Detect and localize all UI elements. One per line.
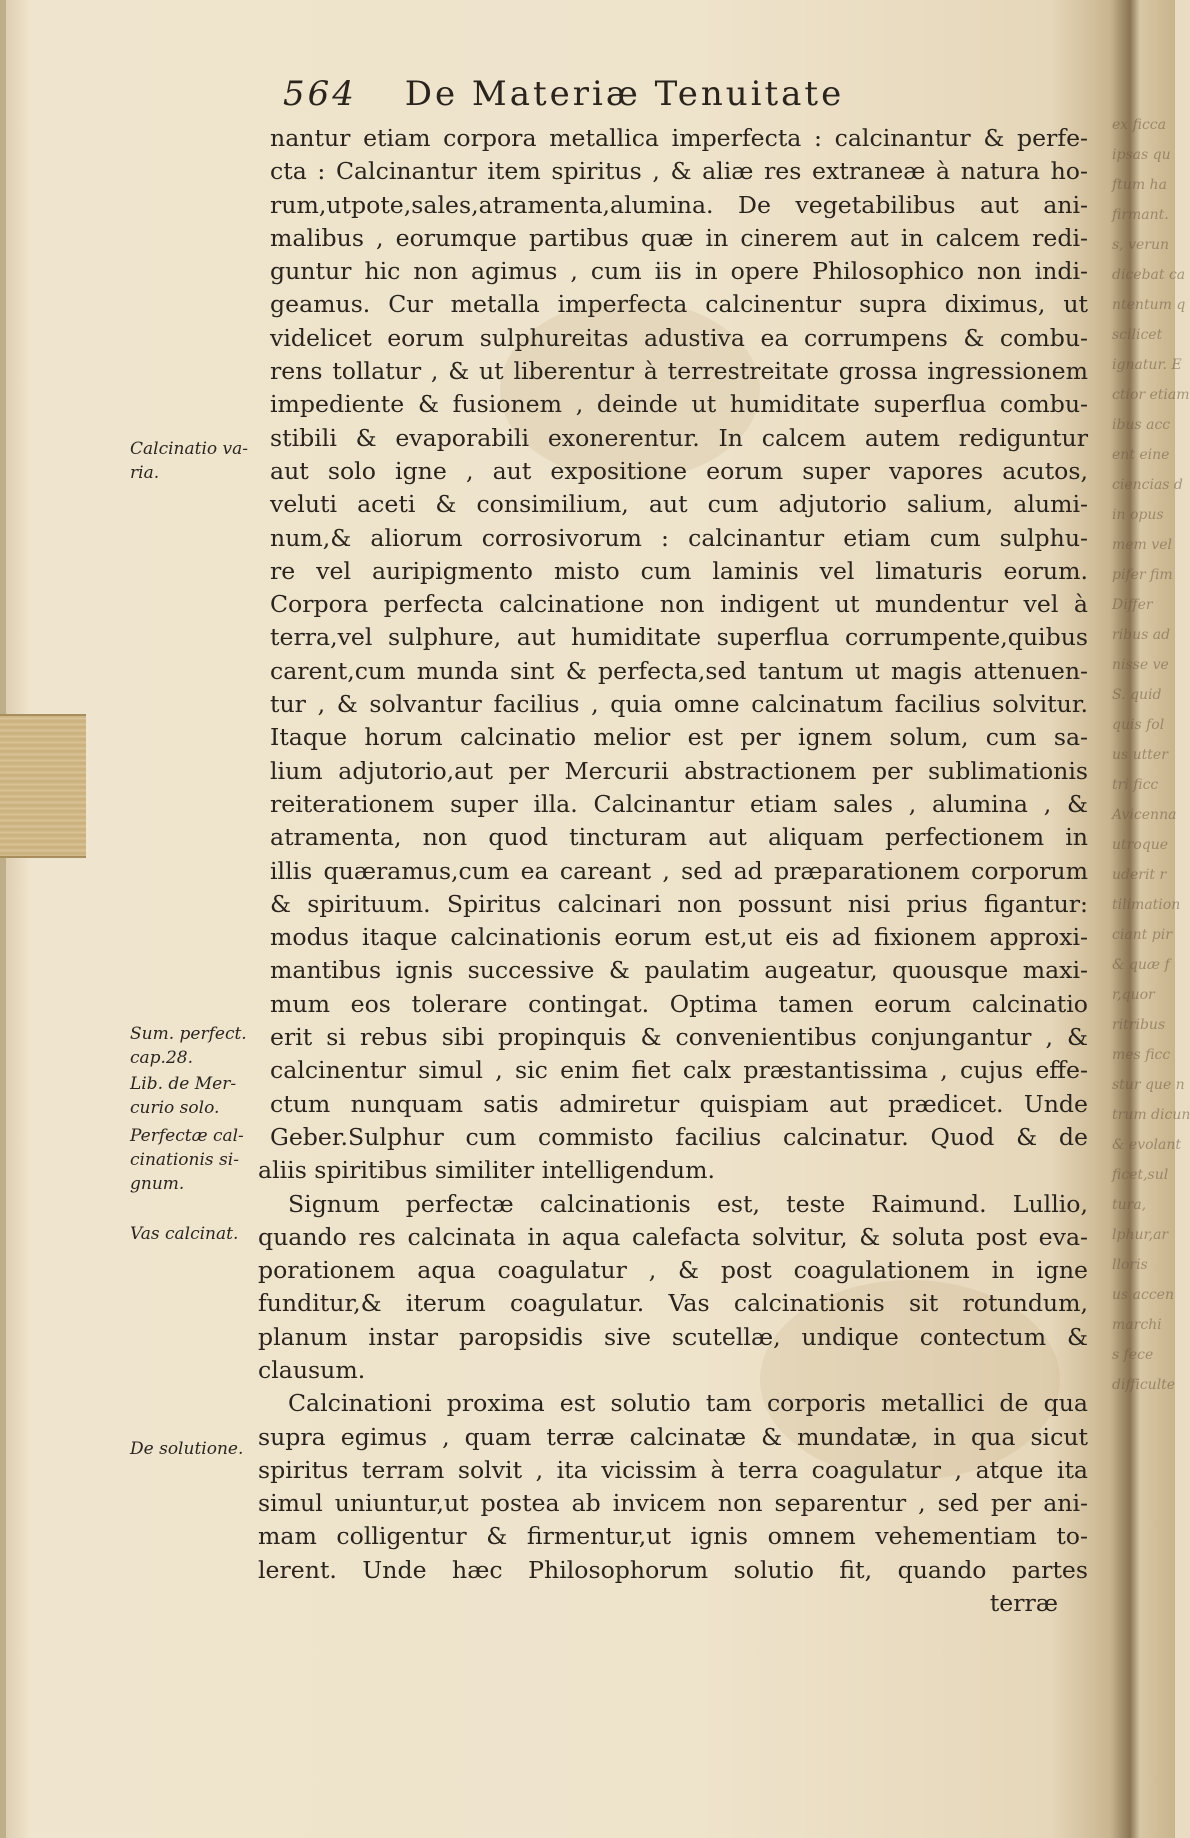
text-line: supra egimus , quam terræ calcinatæ & mundatæ, in qua sicut [258,1422,1088,1451]
text-line: num,& aliorum corrosivorum : calcinantur etiam cum sulphu- [270,523,1088,552]
text-line: Calcinationi proxima est solutio tam corporis metallici de qua [288,1389,1088,1418]
text-line: guntur hic non agimus , cum iis in opere Philosophico non indi- [270,257,1088,286]
facing-page-fragment: ignatur. E [1112,357,1182,373]
text-line: quando res calcinata in aqua calefacta solvitur, & soluta post eva- [258,1222,1088,1251]
margin-note-summa: Sum. perfect. cap.28. [130,1024,247,1068]
text-line: modus itaque calcinationis eorum est,ut eis ad fixionem approxi- [270,923,1088,952]
facing-page-fragment: & evolant [1112,1137,1182,1153]
text-line: rens tollatur , & ut liberentur à terrestreitate grossa ingressionem [270,357,1088,386]
page-number: 564 [283,74,357,114]
text-line: terræ [989,1589,1058,1618]
facing-page-fragment: tilimation [1112,897,1181,913]
text-line: erit si rebus sibi propinquis & convenientibus conjungantur , & [270,1023,1088,1052]
margin-note-mercurio: Lib. de Mer- curio solo. [130,1074,237,1118]
facing-page-fragment: ent eine [1112,447,1170,463]
facing-page-fragment: lloris [1112,1257,1148,1273]
text-line: rum,utpote,sales,atramenta,alumina. De vegetabilibus aut ani- [270,190,1088,219]
text-line: Geber.Sulphur cum commisto facilius calcinatur. Quod & de [270,1122,1088,1151]
text-line: reiterationem super illa. Calcinantur etiam sales , alumina , & [270,789,1088,818]
facing-page-fragment: trum dicun [1112,1107,1190,1123]
margin-note-solutione: De solutione. [130,1439,244,1459]
facing-page-fragment: ciant pir [1112,927,1172,943]
facing-page-fragment: ftum ha [1112,177,1167,193]
text-line: terra,vel sulphure, aut humiditate superflua corrumpente,quibus [270,623,1088,652]
facing-page-fragment: mem vel [1112,537,1172,553]
text-line: re vel auripigmento misto cum laminis vel limaturis eorum. [270,556,1088,585]
facing-page-fragment: s, verun [1112,237,1170,253]
facing-page-fragment: quis fol [1112,717,1165,733]
text-line: ctum nunquam satis admiretur quispiam aut prædicet. Unde [270,1089,1088,1118]
text-line: nantur etiam corpora metallica imperfecta : calcinantur & perfe- [270,124,1088,152]
text-line: lerent. Unde hæc Philosophorum solutio fit, quando partes [258,1555,1088,1584]
facing-page-fragment: firmant. [1112,207,1169,223]
facing-page-fragment: r,quor [1112,987,1155,1003]
text-line: mantibus ignis successive & paulatim augeatur, quousque maxi- [270,956,1088,985]
facing-page-fragment: s fece [1112,1347,1154,1363]
facing-page-fragment: Differ [1112,597,1153,613]
facing-page-fragment: difficulte [1112,1377,1176,1393]
facing-page-fragment: ntentum q [1112,297,1186,313]
text-line: spiritus terram solvit , ita vicissim à terra coagulatur , atque ita [258,1455,1088,1484]
facing-page-fragment: uderit r [1112,867,1167,883]
facing-page-fragment: tri ficc [1112,777,1159,793]
text-line: planum instar paropsidis sive scutellæ, undique contectum & [258,1322,1088,1351]
text-line: malibus , eorumque partibus quæ in cinerem aut in calcem redi- [270,223,1088,252]
margin-note-calcinatio: Calcinatio va- ria. [130,439,249,483]
facing-page-fragment: nisse ve [1112,657,1169,673]
text-line: veluti aceti & consimilium, aut cum adjutorio salium, alumi- [270,490,1088,519]
text-line: atramenta, non quod tincturam aut aliquam perfectionem in [270,823,1088,852]
text-line: calcinentur simul , sic enim fiet calx præstantissima , cujus effe- [270,1056,1088,1085]
text-line: tur , & solvantur facilius , quia omne calcinatum facilius solvitur. [270,690,1088,719]
facing-page-fragment: ciencias d [1112,477,1183,493]
facing-page-fragment: dicebat ca [1112,267,1186,283]
text-line: mam colligentur & firmentur,ut ignis omnem vehementiam to- [258,1522,1088,1551]
text-line: impediente & fusionem , deinde ut humiditate superflua combu- [270,390,1088,419]
running-header [283,74,1003,122]
facing-page-fragment: mes ficc [1112,1047,1171,1063]
text-line: Signum perfectæ calcinationis est, teste Raimund. Lullio, [288,1189,1088,1218]
text-line: & spirituum. Spiritus calcinari non possunt nisi prius figantur: [270,889,1088,918]
facing-page-fragment: pifer fim [1112,567,1173,583]
text-line: clausum. [258,1355,366,1384]
text-line: videlicet eorum sulphureitas adustiva ea corrumpens & combu- [270,323,1088,352]
facing-page-bleed [1112,110,1190,1750]
facing-page-fragment: in opus [1112,507,1164,523]
facing-page-fragment: marchi [1112,1317,1162,1333]
facing-page-fragment: ficet,sul [1112,1167,1169,1183]
facing-page-fragment: ctior etiam [1112,387,1190,403]
main-text-block [258,122,1088,1620]
facing-page-fragment: ritribus [1112,1017,1166,1033]
facing-page-fragment: S. quid [1112,687,1162,703]
text-line: lium adjutorio,aut per Mercurii abstractionem per sublimationis [270,756,1088,785]
facing-page-fragment: & quæ f [1112,957,1170,973]
facing-page-fragment: us accen [1112,1287,1174,1303]
text-line: aliis spiritibus similiter intelligendum. [258,1156,715,1185]
text-line: aut solo igne , aut expositione eorum super vapores acutos, [270,456,1088,485]
text-line: Corpora perfecta calcinatione non indigent ut mundentur vel à [270,590,1088,619]
text-line: mum eos tolerare contingat. Optima tamen eorum calcinatio [270,989,1088,1018]
text-line: illis quæramus,cum ea careant , sed ad præparationem corporum [270,856,1088,885]
facing-page-fragment: utroque [1112,837,1169,853]
facing-page-fragment: ex ficca [1112,117,1166,133]
text-line: simul uniuntur,ut postea ab invicem non separentur , sed per ani- [258,1489,1088,1518]
facing-page-fragment: stur que n [1112,1077,1185,1093]
text-line: stibili & evaporabili exonerentur. In calcem autem rediguntur [270,423,1088,452]
text-line: Itaque horum calcinatio melior est per ignem solum, cum sa- [270,723,1088,752]
text-line: cta : Calcinantur item spiritus , & aliæ res extraneæ à natura ho- [270,157,1088,186]
margin-note-vas: Vas calcinat. [130,1224,239,1244]
running-title: De Materiæ Tenuitate [404,74,845,114]
text-line: carent,cum munda sint & perfecta,sed tantum ut magis attenuen- [270,656,1088,685]
facing-page-fragment: ipsas qu [1112,147,1171,163]
facing-page-fragment: us utter [1112,747,1168,763]
facing-page-fragment: ibus acc [1112,417,1171,433]
facing-page-fragment: tura, [1112,1197,1147,1213]
text-line: porationem aqua coagulatur , & post coagulationem in igne [258,1256,1088,1285]
page-gutter-edge [0,0,6,1838]
paper-tab-marker [0,714,86,858]
text-line: funditur,& iterum coagulatur. Vas calcinationis sit rotundum, [258,1289,1088,1318]
margin-note-signum: Perfectæ cal- cinationis si- gnum. [130,1126,244,1194]
text-line: geamus. Cur metalla imperfecta calcinentur supra diximus, ut [270,290,1088,319]
facing-page-fragment: lphur,ar [1112,1227,1169,1243]
facing-page-fragment: ribus ad [1112,627,1171,643]
facing-page-fragment: Avicenna [1112,807,1177,823]
facing-page-fragment: scilicet [1112,327,1163,343]
